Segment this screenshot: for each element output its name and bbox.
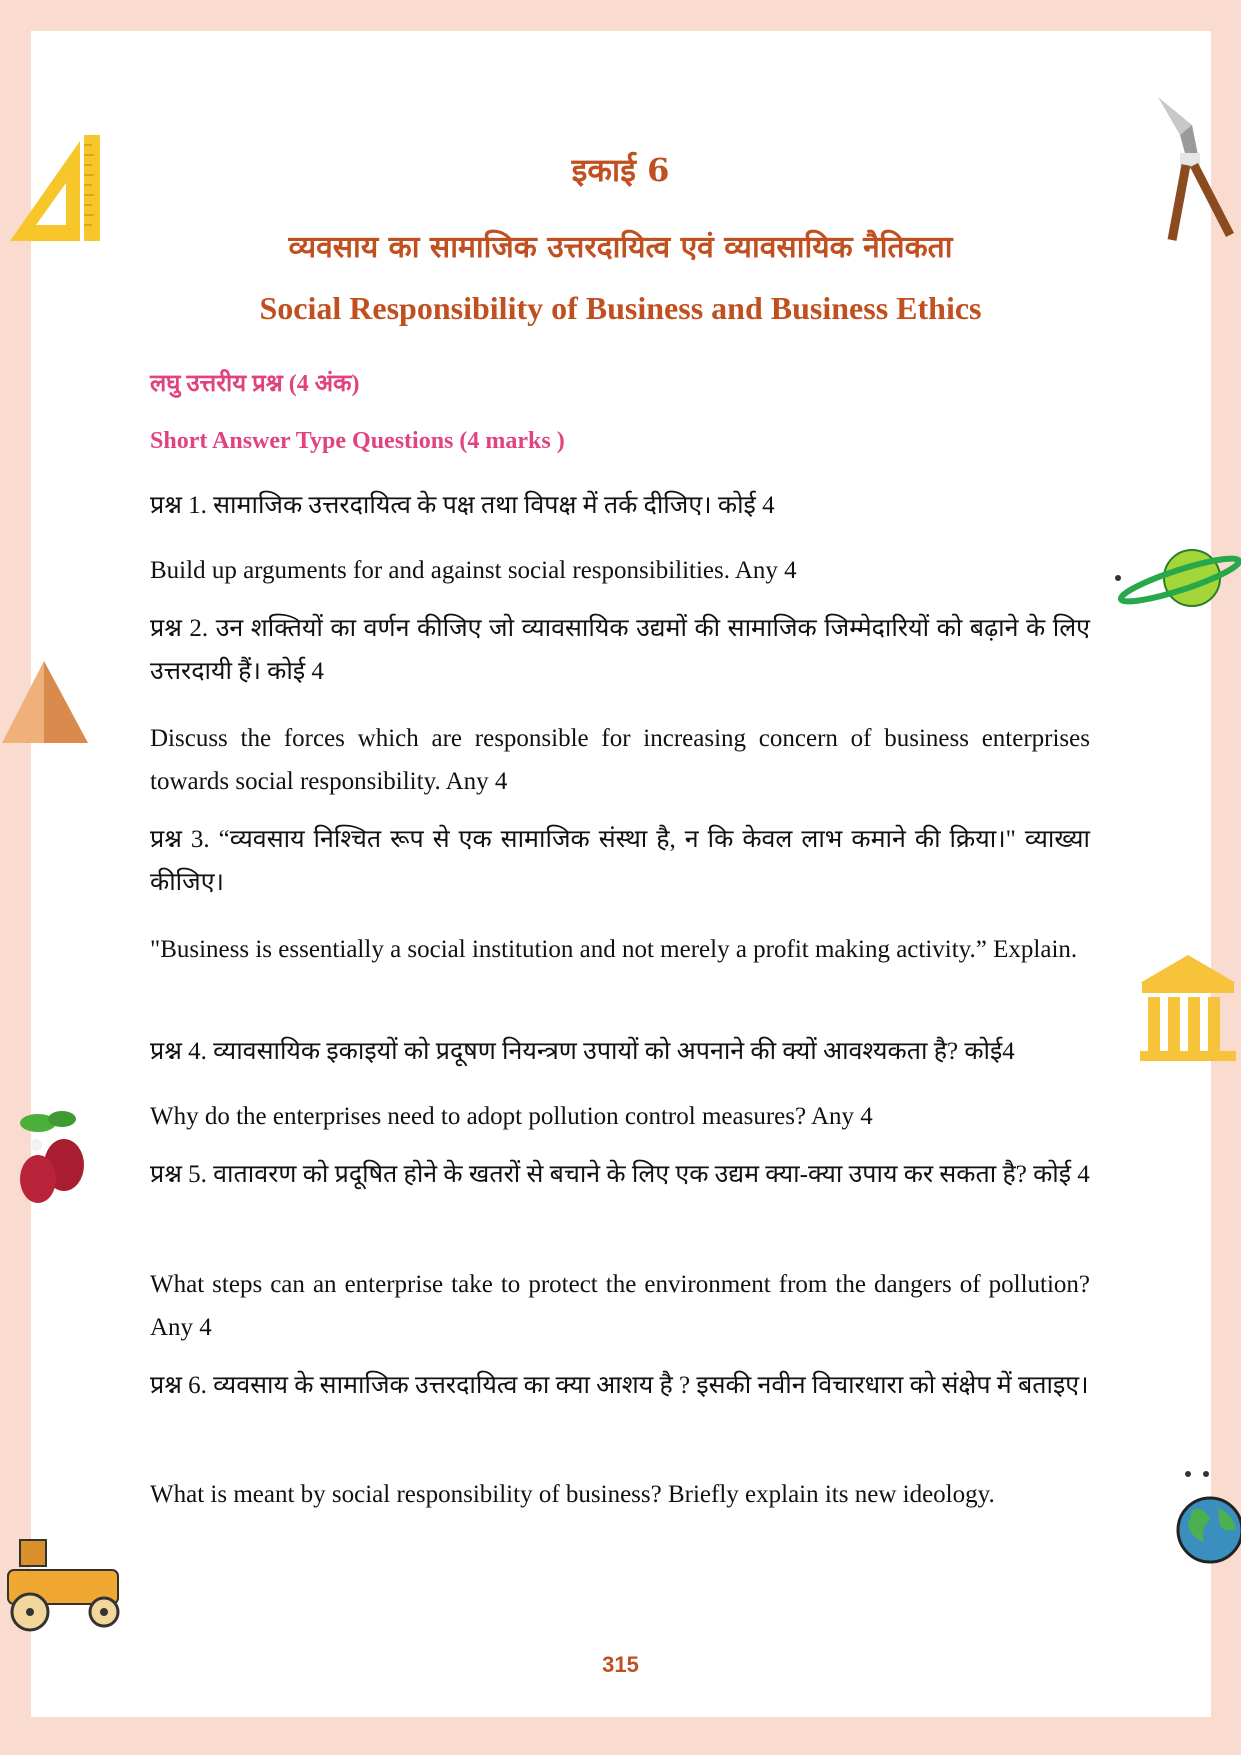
question-2-hindi: प्रश्न 2. उन शक्तियों का वर्णन कीजिए जो व्यावसायिक उद्यमों की सामाजिक जिम्मेदारियों को बढ़ाने के लिए उत्तरदायी हैं। कोई 4 bbox=[150, 615, 1090, 685]
page-number: 315 bbox=[602, 1652, 639, 1677]
question-4-hindi: प्रश्न 4. व्यावसायिक इकाइयों को प्रदूषण नियन्त्रण उपायों को अपनाने की क्यों आवश्यकता है? कोई4 bbox=[150, 1038, 1015, 1065]
berries-icon bbox=[8, 1105, 88, 1210]
section-label-hindi: लघु उत्तरीय प्रश्न (4 अंक) bbox=[150, 371, 360, 397]
vintage-car-icon bbox=[0, 1530, 130, 1640]
question-2-english: Discuss the forces which are responsible for increasing concern of business enterprises towards social responsibility. Any 4 bbox=[150, 725, 1090, 795]
question-5-english: What steps can an enterprise take to protect the environment from the dangers of pollution? Any 4 bbox=[150, 1271, 1090, 1341]
question-3-english: "Business is essentially a social institution and not merely a profit making activity.” Explain. bbox=[150, 936, 1078, 963]
pyramid-icon bbox=[0, 657, 90, 747]
column-temple-icon bbox=[1138, 953, 1238, 1063]
question-5-hindi: प्रश्न 5. वातावरण को प्रदूषित होने के खतरों से बचाने के लिए एक उद्यम क्या-क्या उपाय कर सकता है? कोई 4 bbox=[150, 1161, 1090, 1188]
question-6-hindi: प्रश्न 6. व्यवसाय के सामाजिक उत्तरदायित्व का क्या आशय है ? इसकी नवीन विचारधारा को संक्षेप में बताइए। bbox=[150, 1372, 1089, 1399]
question-1-english: Build up arguments for and against social responsibilities. Any 4 bbox=[150, 557, 797, 584]
question-6-english: What is meant by social responsibility of business? Briefly explain its new ideology. bbox=[150, 1481, 995, 1508]
chapter-title-english: Social Responsibility of Business and Business Ethics bbox=[259, 290, 982, 326]
question-4-english: Why do the enterprises need to adopt pollution control measures? Any 4 bbox=[150, 1103, 873, 1130]
section-label-english: Short Answer Type Questions (4 marks ) bbox=[150, 428, 565, 454]
planet-saturn-icon bbox=[1112, 540, 1241, 615]
chapter-title-hindi: व्यवसाय का सामाजिक उत्तरदायित्व एवं व्यावसायिक नैतिकता bbox=[288, 230, 953, 265]
globe-icon bbox=[1170, 1468, 1241, 1573]
question-1-hindi: प्रश्न 1. सामाजिक उत्तरदायित्व के पक्ष तथा विपक्ष में तर्क दीजिए। कोई 4 bbox=[150, 492, 775, 519]
question-3-hindi: प्रश्न 3. “व्यवसाय निश्चित रूप से एक सामाजिक संस्था है, न कि केवल लाभ कमाने की क्रिया।" व्याख्या कीजिए। bbox=[150, 826, 1090, 896]
unit-title: इकाई 6 bbox=[571, 151, 670, 189]
